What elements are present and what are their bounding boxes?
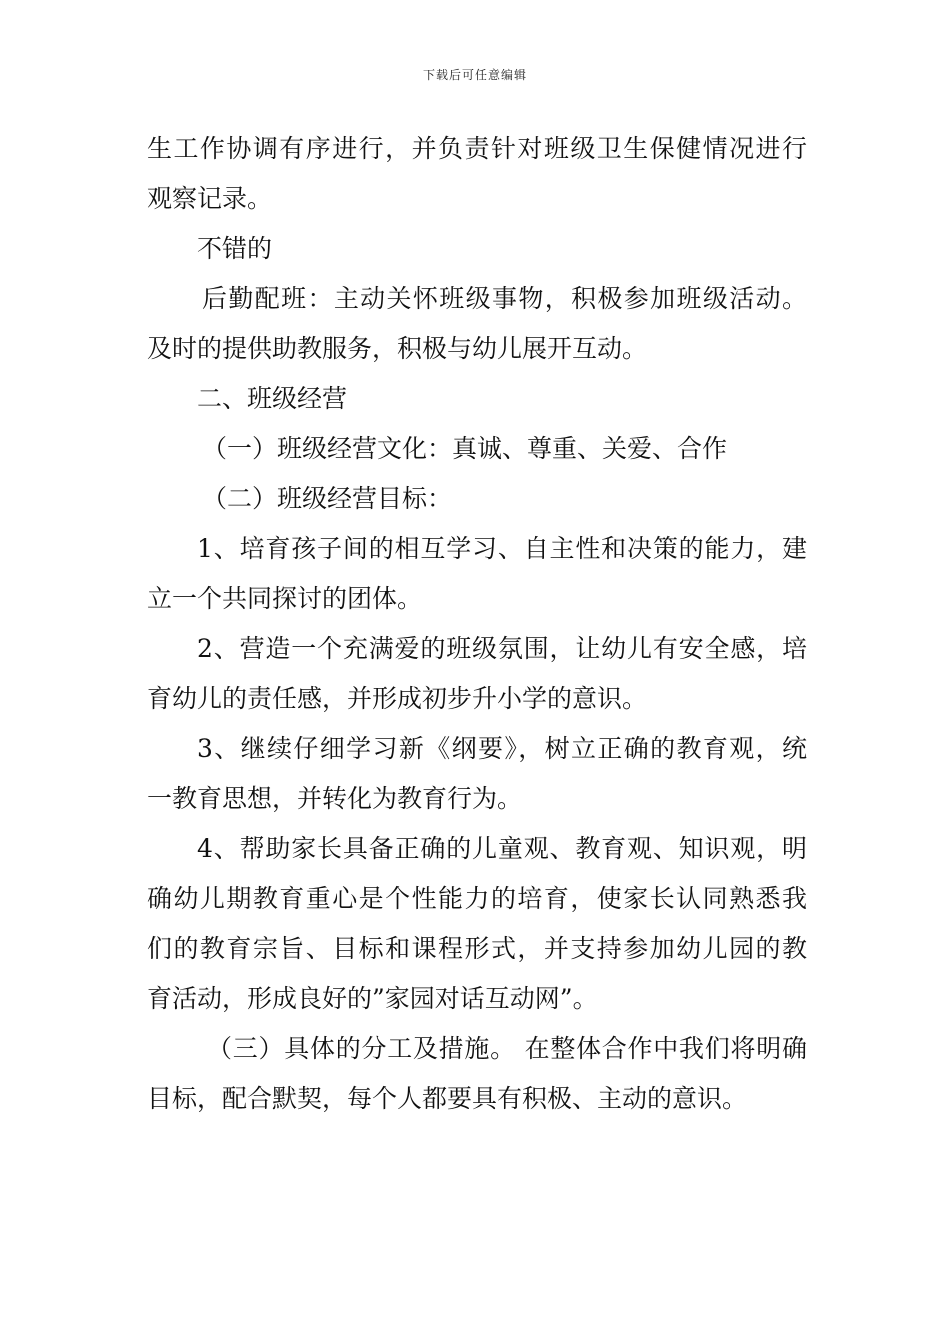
subheading-class-culture: （一）班级经营文化：真诚、尊重、关爱、合作 — [202, 434, 728, 463]
goal-1-line-1: 1、培育孩子间的相互学习、自主性和决策的能力，建 — [197, 534, 807, 563]
body-text — [147, 124, 807, 1124]
goal-4-line-2: 确幼儿期教育重心是个性能力的培育，使家长认同熟悉我 — [147, 884, 807, 913]
subheading-class-goals: （二）班级经营目标： — [202, 484, 453, 513]
text-line-5: 及时的提供助教服务，积极与幼儿展开互动。 — [147, 334, 648, 363]
goal-3-line-2: 一教育思想，并转化为教育行为。 — [147, 784, 523, 813]
text-line-3: 不错的 — [197, 234, 273, 263]
header-note: 下载后可任意编辑 — [422, 68, 527, 82]
goal-4-line-1: 4、帮助家长具备正确的儿童观、教育观、知识观，明 — [197, 834, 807, 863]
goal-3-line-1: 3、继续仔细学习新《纲要》，树立正确的教育观，统 — [197, 734, 807, 763]
goal-2-line-2: 育幼儿的责任感，并形成初步升小学的意识。 — [147, 684, 648, 713]
goal-4-line-4: 育活动，形成良好的”家园对话互动网”。 — [147, 984, 598, 1013]
section-heading-class-management: 二、班级经营 — [197, 384, 348, 413]
text-line-2: 观察记录。 — [147, 184, 273, 213]
text-line-1: 生工作协调有序进行，并负责针对班级卫生保健情况进行 — [147, 134, 807, 163]
goal-2-line-1: 2、营造一个充满爱的班级氛围，让幼儿有安全感，培 — [197, 634, 807, 663]
subheading-division-line-2: 目标，配合默契，每个人都要具有积极、主动的意识。 — [147, 1084, 748, 1113]
goal-4-line-3: 们的教育宗旨、目标和课程形式，并支持参加幼儿园的教 — [147, 934, 807, 963]
goal-1-line-2: 立一个共同探讨的团体。 — [147, 584, 423, 613]
subheading-division-line-1: （三）具体的分工及措施。 在整体合作中我们将明确 — [207, 1034, 807, 1063]
text-line-4: 后勤配班：主动关怀班级事物，积极参加班级活动。 — [202, 284, 807, 313]
